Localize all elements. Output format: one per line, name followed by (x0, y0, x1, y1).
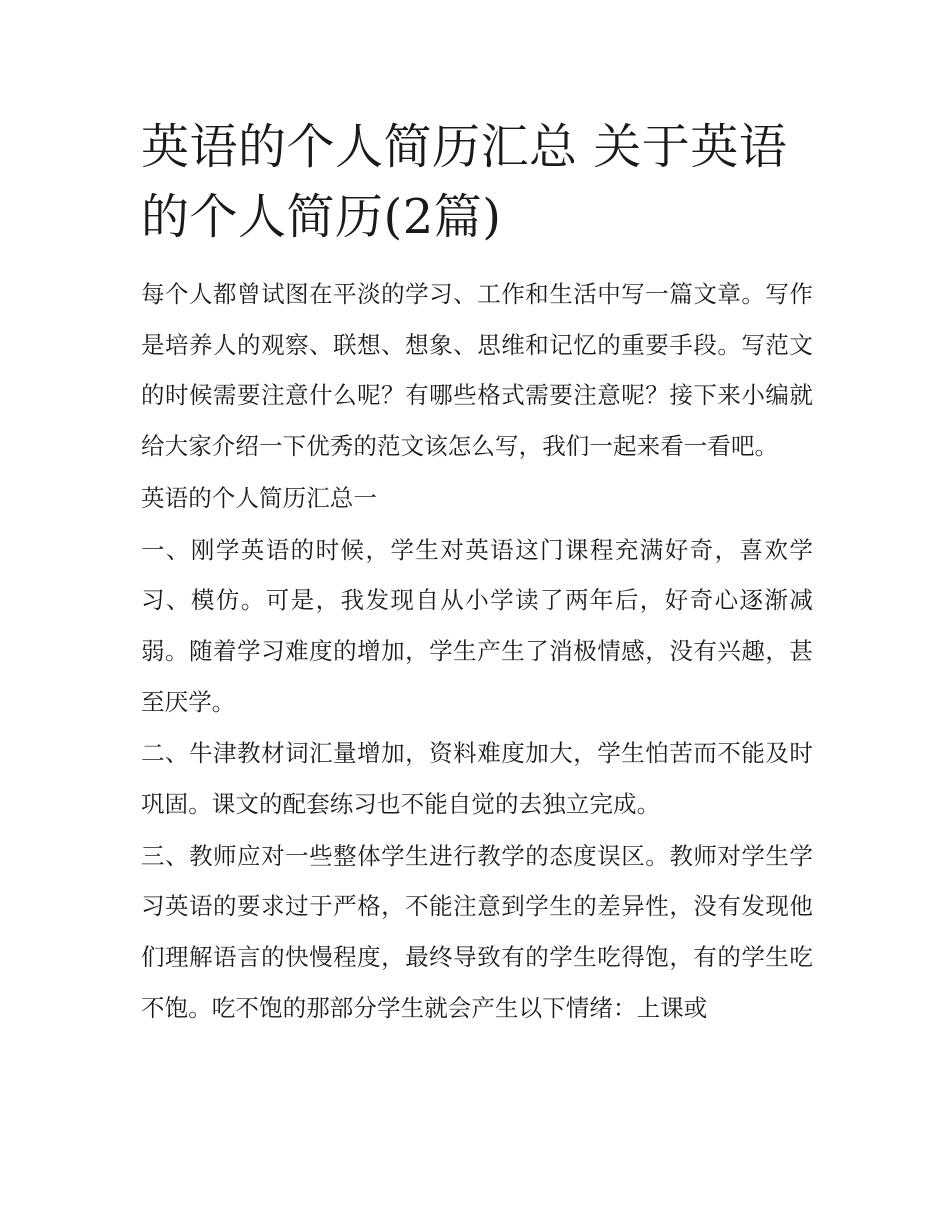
section-heading: 英语的个人简历汇总一 (141, 483, 377, 512)
body-paragraph-1: 一、刚学英语的时候，学生对英语这门课程充满好奇，喜欢学习、模仿。可是，我发现自从小学读了两年后，好奇心逐渐减弱。随着学习难度的增加，学生产生了消极情感，没有兴趣，甚至厌学。 (141, 535, 813, 716)
body-paragraph-2: 二、牛津教材词汇量增加，资料难度加大，学生怕苦而不能及时巩固。课文的配套练习也不能自觉的去独立完成。 (141, 739, 813, 819)
body-paragraph-3: 三、教师应对一些整体学生进行教学的态度误区。教师对学生学习英语的要求过于严格，不能注意到学生的差异性，没有发现他们理解语言的快慢程度，最终导致有的学生吃得饱，有的学生吃不饱。吃不饱的那部分学生就会产生以下情绪：上课或 (141, 841, 813, 1022)
intro-paragraph: 每个人都曾试图在平淡的学习、工作和生活中写一篇文章。写作是培养人的观察、联想、想象、思维和记忆的重要手段。写范文的时候需要注意什么呢？有哪些格式需要注意呢？接下来小编就给大家介绍一下优秀的范文该怎么写，我们一起来看一看吧。 (141, 280, 813, 461)
document-body (141, 112, 813, 1035)
document-title: 英语的个人简历汇总 关于英语的个人简历(2篇) (141, 119, 788, 245)
